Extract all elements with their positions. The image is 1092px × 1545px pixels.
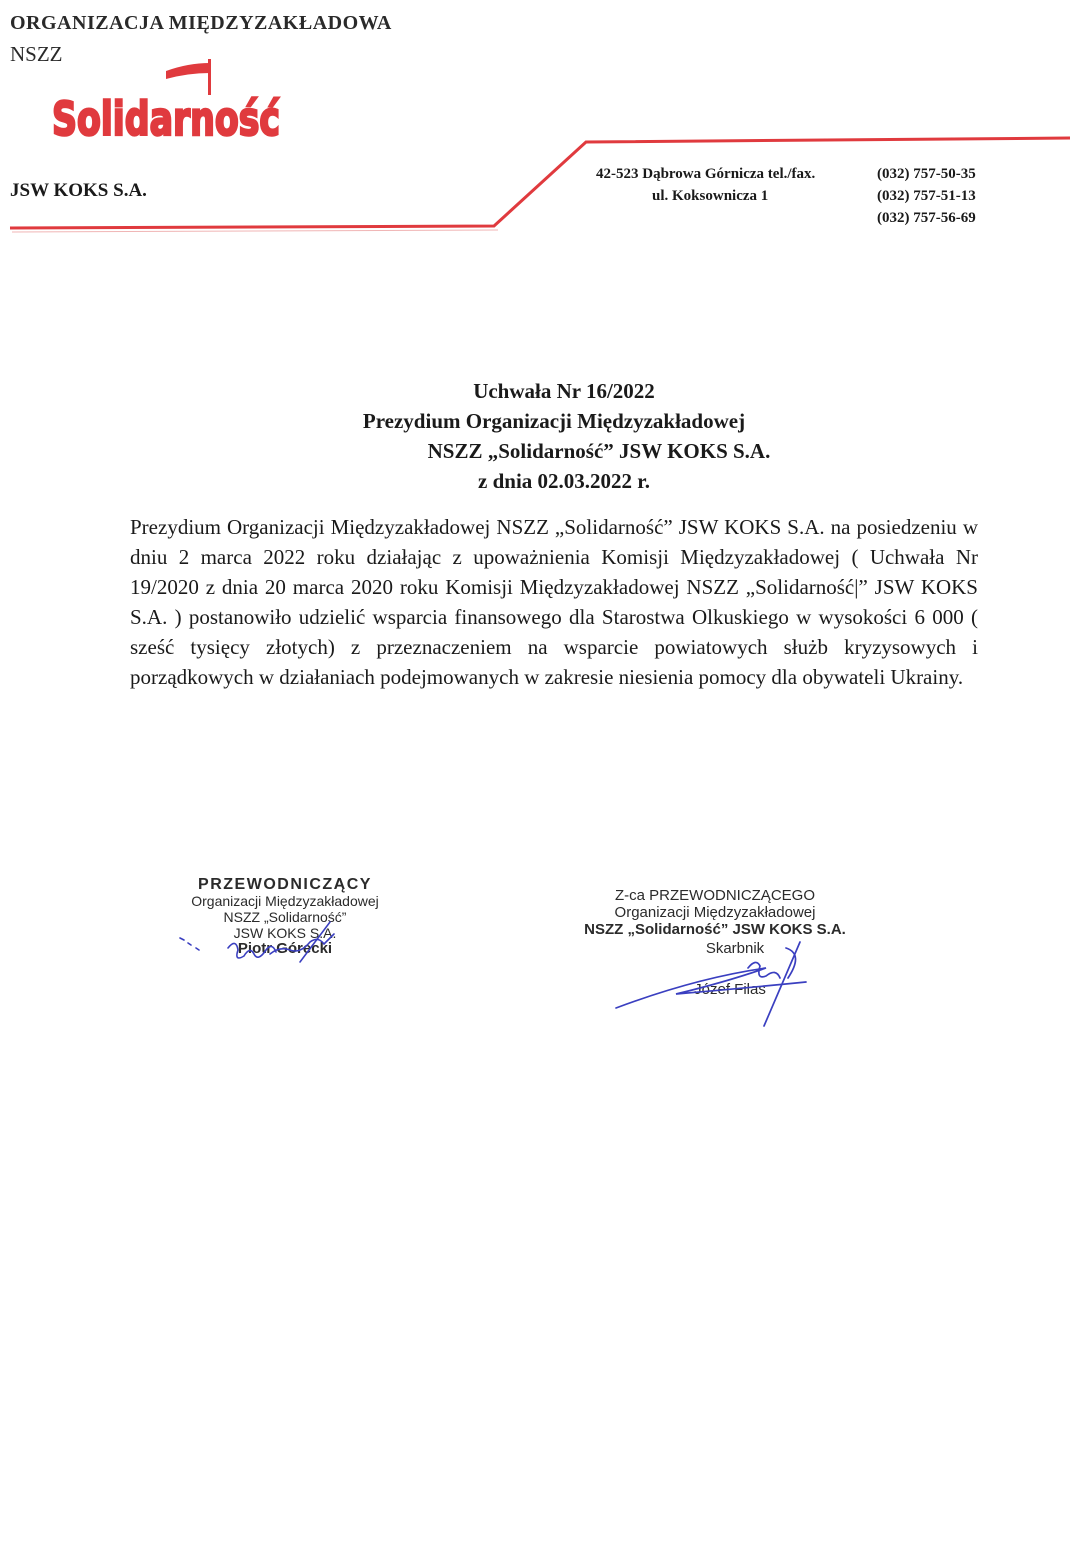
resolution-text: Prezydium Organizacji Międzyzakładowej NSZZ „Solidarność” JSW KOKS S.A. na posiedzeniu w dniu 2 marca 2022 roku działając z upoważnienia Komisji Międzyzakładowej ( Uchwała Nr 19/2020 z dnia 20 marca 2020 roku Komisji Międzyzakładowej NSZZ „Solidarność|” JSW KOKS S.A. ) postanowiło udzielić wsparcia finansowego dla Starostwa Olkuskiego w wysokości 6 000 ( sześć tysięcy złotych) z przeznaczeniem na wsparcie powiatowych służb kryzysowych i porządkowych w działaniach podejmowanych w zakresie niesienia pomocy dla obywateli Ukrainy. (130, 515, 978, 689)
chairman-stamp (160, 877, 410, 957)
phone-number: (032) 757-51-13 (877, 188, 976, 204)
phone-list (877, 163, 976, 229)
chairman-name: Piotr Górecki (237, 940, 333, 957)
deputy-role: Z-ca PRZEWODNICZĄCEGO (614, 887, 815, 904)
logo-text: Solidarność (52, 92, 280, 146)
resolution-union-name: NSZZ „Solidarność” JSW KOKS S.A. (427, 439, 771, 463)
resolution-number: Uchwała Nr 16/2022 (473, 379, 655, 403)
org-name-line1: ORGANIZACJA MIĘDZYZAKŁADOWA (10, 12, 392, 34)
deputy-org-line1: Organizacji Międzyzakładowej (614, 904, 816, 921)
company-name: JSW KOKS S.A. (10, 180, 147, 201)
deputy-org-line2: NSZZ „Solidarność” JSW KOKS S.A. (584, 921, 846, 938)
address-block (596, 163, 815, 207)
org-name-line2: NSZZ (10, 42, 63, 66)
chairman-org-line1: Organizacji Międzyzakładowej (191, 893, 379, 909)
resolution-date: z dnia 02.03.2022 r. (478, 469, 650, 493)
deputy-name: Józef Filas (694, 981, 766, 998)
chairman-role: PRZEWODNICZĄCY (198, 876, 372, 893)
phone-number: (032) 757-50-35 (877, 166, 976, 182)
phone-number: (032) 757-56-69 (877, 210, 976, 226)
address-street-line: ul. Koksownicza 1 (652, 188, 769, 204)
chairman-org-line3: JSW KOKS S.A. (233, 925, 337, 941)
deputy-chairman-stamp (560, 887, 870, 998)
deputy-title: Skarbnik (705, 940, 765, 957)
address-city-line: 42-523 Dąbrowa Górnicza tel./fax. (596, 166, 816, 182)
resolution-body-name: Prezydium Organizacji Międzyzakładowej (362, 409, 746, 433)
resolution-title (130, 376, 998, 496)
chairman-org-line2: NSZZ „Solidarność” (223, 909, 347, 925)
